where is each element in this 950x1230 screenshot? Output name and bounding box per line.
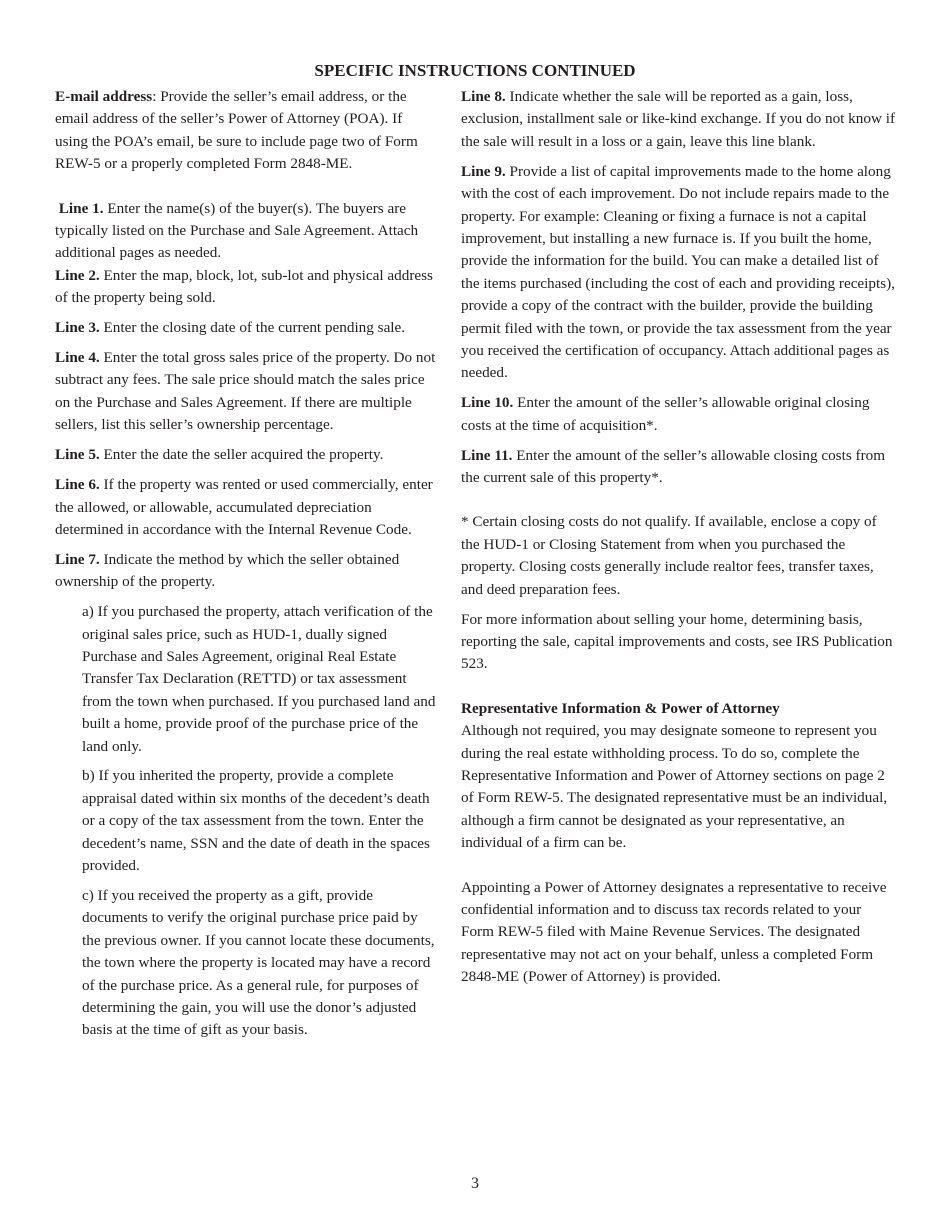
more-info-paragraph: For more information about selling your home, determining basis, reporting the sale, capital improvements and costs, see IRS Publication 523.: [461, 610, 893, 673]
footnote-paragraph: * Certain closing costs do not qualify. If available, enclose a copy of the HUD-1 or Closing Statement from when you purchased the property. Closing costs generally include realtor fees, transfer taxes, and deed preparation fees.: [461, 513, 877, 598]
line9-paragraph: [461, 161, 897, 385]
line7-text: Indicate the method by which the seller obtained ownership of the property.: [55, 550, 400, 591]
line10-label: Line 10.: [461, 394, 514, 412]
line7b-paragraph: b) If you inherited the property, provide a complete appraisal dated within six months of the decedent’s death or a copy of the tax assessment from the town. Enter the decedent’s name, SSN and the date of death in the spaces provided.: [82, 767, 430, 875]
power-of-attorney-paragraph: Appointing a Power of Attorney designates a representative to receive confidential information and to discuss tax records related to your Form REW-5 filed with Maine Revenue Services. The designated representative may not act on your behalf, unless a completed Form 2848-ME (Power of Attorney) is provided.: [461, 878, 887, 986]
right-column: [461, 86, 897, 996]
line8-paragraph: [461, 86, 897, 153]
line1-label: Line 1.: [58, 199, 104, 217]
line5-text: Enter the date the seller acquired the property.: [99, 446, 384, 464]
line11-paragraph: [461, 445, 897, 490]
email-text: : Provide the seller’s email address, or the email address of the seller’s Power of Attorney (POA). If using the POA’s email, be sure to include page two of Form REW-5 or a properly completed Form 2848-ME.: [55, 88, 418, 173]
line5-label: Line 5.: [55, 446, 100, 464]
line5-paragraph: [55, 444, 437, 466]
email-paragraph: [55, 86, 437, 176]
line11-text: Enter the amount of the seller’s allowable closing costs from the current sale of this property*.: [461, 446, 886, 486]
line1-paragraph: [55, 198, 437, 265]
line2-paragraph: [55, 265, 437, 310]
line6-paragraph: [55, 474, 437, 541]
line9-text: Provide a list of capital improvements made to the home along with the cost of each improvement. Do not include repairs made to the property. For example: Cleaning or fixing a furnace is not a capital improvement, but installing a new furnace is. If you built the home, provide the information for the build. You can make a detailed list of the items purchased (including the cost of each and providing receipts), provide a copy of the contract with the builder, provide the building permit filed with the town, or provide the tax assessment from the year you received the certification of occupancy. Attach additional pages as needed.: [461, 162, 895, 382]
line3-paragraph: [55, 317, 437, 339]
line7c-paragraph: c) If you received the property as a gift, provide documents to verify the original purchase price paid by the previous owner. If you cannot locate these documents, the town where the property is located may have a record of the purchase price. As a general rule, for purposes of determining the gain, you will use the donor’s adjusted basis at the time of gift as your basis.: [82, 887, 435, 1039]
line10-text: Enter the amount of the seller’s allowable original closing costs at the time of acquisition*.: [461, 394, 870, 434]
line9-label: Line 9.: [461, 162, 506, 180]
representative-section: [461, 698, 897, 855]
line2-label: Line 2.: [55, 266, 100, 284]
line1-text: Enter the name(s) of the buyer(s). The buyers are typically listed on the Purchase and Sale Agreement. Attach additional pages as needed.: [55, 199, 419, 262]
representative-text: Although not required, you may designate someone to represent you during the real estate withholding process. To do so, complete the Representative Information and Power of Attorney sections on page 2 of Form REW-5. The designated representative must be an individual, although a firm cannot be designated as your representative, an individual of a firm can be.: [461, 722, 888, 852]
line6-label: Line 6.: [55, 476, 100, 494]
page-number: 3: [471, 1175, 479, 1192]
line10-paragraph: [461, 392, 897, 437]
representative-heading: Representative Information & Power of Attorney: [461, 699, 780, 717]
line6-text: If the property was rented or used commercially, enter the allowed, or allowable, accumulated depreciation determined in accordance with the Internal Revenue Code.: [55, 476, 433, 538]
line2-text: Enter the map, block, lot, sub-lot and physical address of the property being sold.: [55, 266, 433, 307]
left-column: [55, 86, 437, 1049]
line4-text: Enter the total gross sales price of the property. Do not subtract any fees. The sale price should match the sales price on the Purchase and Sales Agreement. If there are multiple sellers, list this seller’s ownership percentage.: [55, 349, 436, 434]
line3-label: Line 3.: [55, 319, 100, 337]
page-title: SPECIFIC INSTRUCTIONS CONTINUED: [314, 61, 636, 80]
line7-label: Line 7.: [55, 550, 100, 568]
email-label: E-mail address: [55, 88, 153, 105]
line4-paragraph: [55, 347, 437, 437]
line4-label: Line 4.: [55, 349, 100, 367]
line3-text: Enter the closing date of the current pending sale.: [99, 319, 406, 337]
line11-label: Line 11.: [461, 446, 513, 464]
line8-text: Indicate whether the sale will be reported as a gain, loss, exclusion, installment sale or like-kind exchange. If you do not know if the sale will result in a loss or a gain, leave this line blank.: [461, 88, 896, 150]
line8-label: Line 8.: [461, 88, 506, 105]
line7-paragraph: [55, 549, 437, 594]
line7a-paragraph: a) If you purchased the property, attach verification of the original sales price, such as HUD-1, dually signed Purchase and Sales Agreement, original Real Estate Transfer Tax Declaration (RETTD) or tax assessment from the town when purchased. If you purchased land and built a home, provide proof of the purchase price of the land only.: [82, 603, 436, 755]
